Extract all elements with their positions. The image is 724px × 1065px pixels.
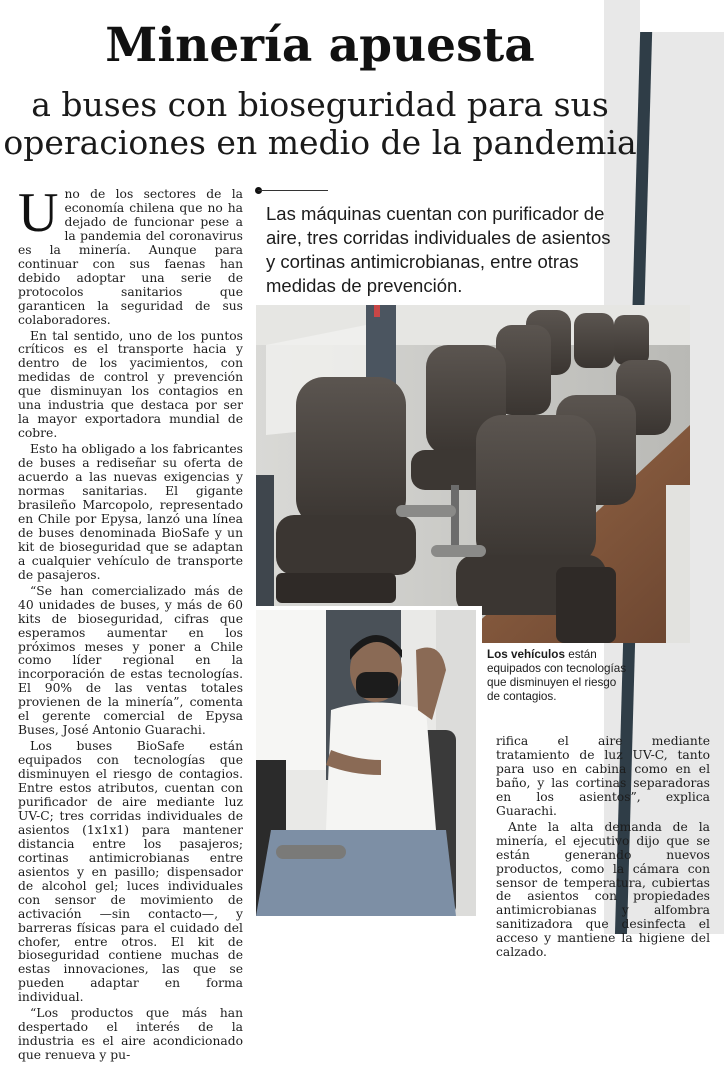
passenger-photo <box>256 606 482 916</box>
paragraph-2: En tal sentido, uno de los puntos críticos es el transporte hacia y dentro de los yacimientos, con medidas de control y prevención que disminuyan los contagios en una industria que destaca por ser la mayor exportadora mundial de cobre. <box>18 328 243 441</box>
article-column-1 <box>18 182 243 1065</box>
paragraph-4: “Se han comercializado más de 40 unidades de buses, y más de 60 kits de bioseguridad, cifras que esperamos aumentar en los próximos meses y poner a Chile como líder regional en la incorporación de estas tecnologías. El 90% de las ventas totales provienen de la minería”, comenta el gerente comercial de Epysa Buses, José Antonio Guarachi. <box>18 583 243 738</box>
caption-bold: Los vehículos <box>487 648 565 661</box>
pullquote-rule <box>258 190 328 191</box>
decorative-corner <box>640 0 724 32</box>
caption-text: están equipados con tecnologías que disminuyen el riesgo de contagios. <box>487 648 627 703</box>
paragraph-7: rifica el aire mediante tratamiento de luz UV-C, tanto para uso en cabina como en el baño, y las cortinas separadoras en los asientos”, explica Guarachi. <box>496 734 710 818</box>
paragraph-6: “Los productos que más han despertado el interés de la industria es el aire acondicionado que renueva y pu- <box>18 1006 243 1063</box>
paragraph-1 <box>18 182 243 328</box>
bus-interior-photo <box>256 305 690 643</box>
subheadline <box>0 86 640 162</box>
article-column-3 <box>496 735 710 962</box>
headline: Minería apuesta <box>105 18 535 73</box>
subheadline-line-1: a buses con bioseguridad para sus <box>31 85 609 124</box>
photo-caption <box>487 648 627 704</box>
pullquote: Las máquinas cuentan con purificador de aire, tres corridas individuales de asientos y cortinas antimicrobianas, entre otras medidas de prevención. <box>266 203 611 296</box>
subheadline-line-2: operaciones en medio de la pandemia <box>3 123 637 162</box>
drop-cap: U <box>18 182 59 244</box>
paragraph-1-text: no de los sectores de la economía chilena que no ha dejado de funcionar pese a la pandemia del coronavirus es la minería. Aunque para continuar con sus faenas han debido adoptar una serie de protocolos sanitarios que garanticen la seguridad de sus colaboradores. <box>18 187 243 327</box>
paragraph-3: Esto ha obligado a los fabricantes de buses a rediseñar su oferta de acuerdo a las nuevas exigencias y normas sanitarias. El gigante brasileño Marcopolo, representado en Chile por Epysa, lanzó una línea de buses denominada BioSafe y un kit de bioseguridad que se adaptan a cualquier vehículo de transporte de pasajeros. <box>18 442 243 582</box>
bus-interior-illustration <box>256 305 690 643</box>
passenger-illustration <box>256 610 476 916</box>
paragraph-8: Ante la alta demanda de la minería, el ejecutivo dijo que se están generando nuevos productos, como la cámara con sensor de temperatura, cubiertas de asientos con propiedades antimicrobianas y alfombra sanitizadora que desinfecta el acceso y mantiene la higiene del calzado. <box>496 819 710 960</box>
paragraph-5: Los buses BioSafe están equipados con tecnologías que disminuyen el riesgo de contagios. Entre estos atributos, cuentan con purificador de aire mediante luz UV-C; tres corridas individuales de asientos (1x1x1) para mantener distancia entre los pasajeros; cortinas antimicrobianas entre asientos y en pasillo; dispensador de alcohol gel; luces individuales con sensor de movimiento de activación —sin contacto—, y barreras físicas para el cuidado del chofer, entre otros. El kit de bioseguridad contiene muchas de estas innovaciones, las que se pueden adaptar en forma individual. <box>18 739 243 1005</box>
